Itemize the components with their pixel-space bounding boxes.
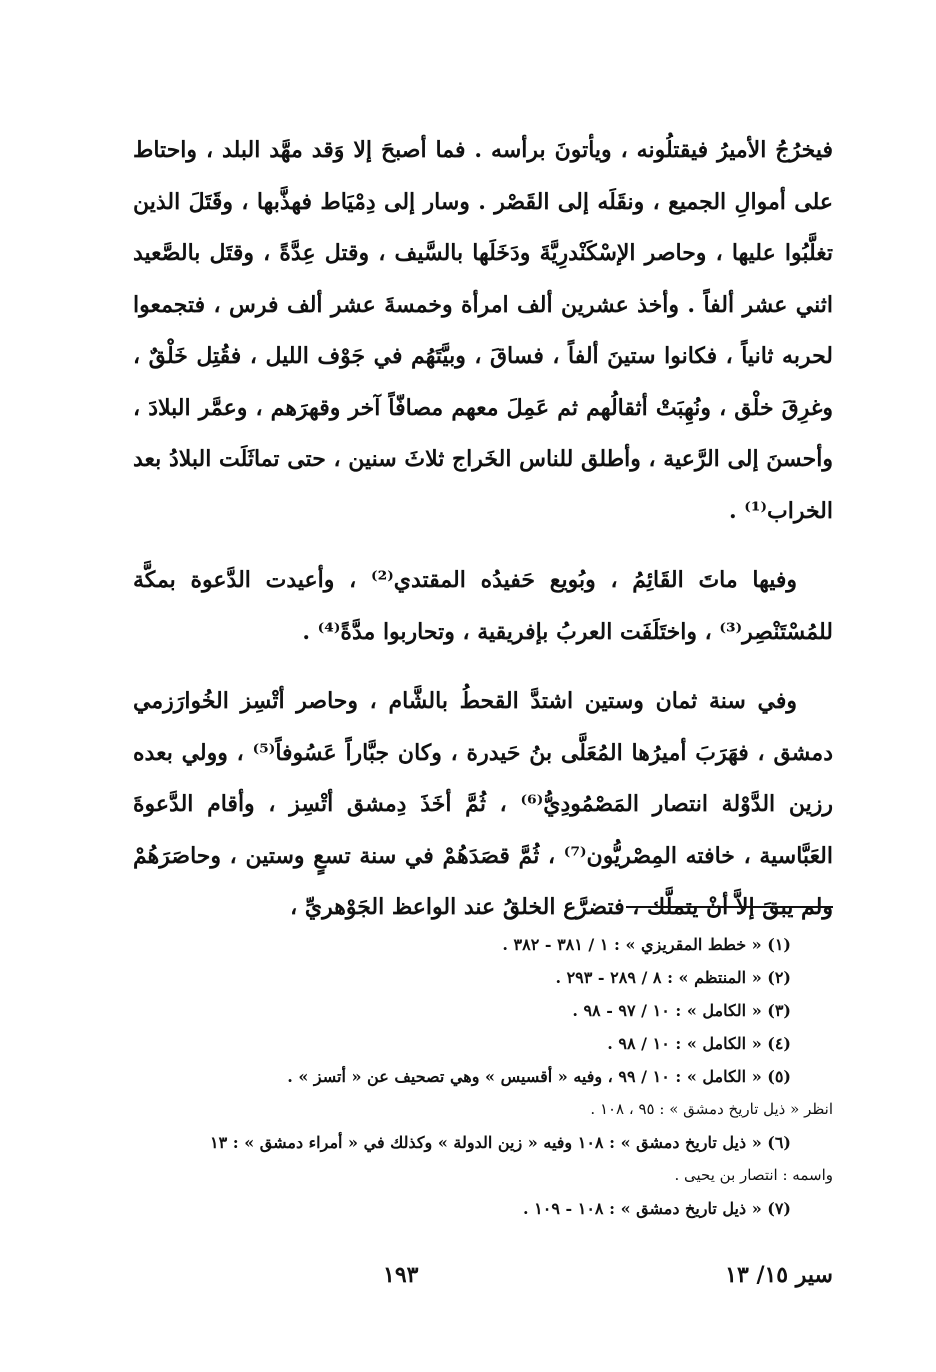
footnote: (٥) « الكامل » : ١٠ / ٩٩ ، وفيه « أقسيس » وهي تصحيف عن « أتسز » . <box>287 1067 791 1086</box>
footnote: (٦) « ذيل تاريخ دمشق » : ١٠٨ وفيه « زين الدولة » وكذلك في « أمراء دمشق » : ١٣ <box>209 1133 791 1152</box>
footnote: (٧) « ذيل تاريخ دمشق » : ١٠٨ - ١٠٩ . <box>523 1199 791 1218</box>
footnote-continuation: واسمه : انتصار بن يحيى . <box>674 1166 833 1184</box>
footnote: (٤) « الكامل » : ١٠ / ٩٨ . <box>607 1034 791 1053</box>
footnotes <box>133 928 833 1225</box>
footnote-continuation: انظر « ذيل تاريخ دمشق » : ٩٥ ، ١٠٨ . <box>590 1100 833 1118</box>
footnote: (١) « خطط المقريزي » : ١ / ٣٨١ - ٣٨٢ . <box>502 935 791 954</box>
page-number: ١٩٣ <box>383 1262 419 1288</box>
paragraph: وفيها ماتَ القَائِمُ ، وبُويع حَفيدُه المقتدي⁽²⁾ ، وأعيدت الدَّعوة بمكَّة للمُسْتَنْصِر⁽³⁾ ، واختَلَفَت العربُ بإفريقية ، وتحاربوا مدَّةً⁽⁴⁾ . <box>133 567 833 645</box>
signature-mark: سير ١٥/ ١٣ <box>725 1262 833 1288</box>
page-footer <box>133 1262 833 1302</box>
footnote-separator <box>626 906 833 908</box>
footnote: (٣) « الكامل » : ١٠ / ٩٧ - ٩٨ . <box>572 1001 791 1020</box>
main-text <box>133 125 833 934</box>
paragraph: وفي سنة ثمان وستين اشتدَّ القحطُ بالشَّام ، وحاصر أتْسِز الخُوارَزمي دمشق ، فهَرَبَ أميرُها المُعَلَّى بنُ حَيدرة ، وكان جبَّاراً عَسُوفاً⁽⁵⁾ ، وولي بعده رزين الدَّوْلة انتصار المَصْمُودِيُّ⁽⁶⁾ ، ثُمَّ أخَذَ دِمشق أتْسِز ، وأقام الدَّعوةَ العَبَّاسية ، خافته المِصْريُّون⁽⁷⁾ ، ثُمَّ قصَدَهُمْ في سنة تسعٍ وستين ، وحاصَرَهُمْ ولم يبقَ إلاَّ أنْ يتملَّك ، فتضرَّع الخلقُ عند الواعظ الجَوْهريِّ ، <box>133 688 834 920</box>
footnote: (٢) « المنتظم » : ٨ / ٢٨٩ - ٢٩٣ . <box>555 968 791 987</box>
paragraph: فيخرُجُ الأميرُ فيقتلُونه ، ويأتونَ برأسه . فما أصبحَ إلا وَقد مهَّد البلد ، واحتاط على أموالِ الجميع ، ونقَلَه إلى القَصْر . وسار إلى دِمْيَاط فهذَّبها ، وقَتَلَ الذين تغلَّبُوا عليها ، وحاصر الإسْكَنْدرِيَّةَ ودَخَلَها بالسَّيف ، وقتل عِدَّةً ، وقتَل بالصَّعيد اثني عشر ألفاً . وأخذ عشرين ألف امرأة وخمسةَ عشر ألف فرس ، فتجمعوا لحربه ثانياً ، فكانوا ستينَ ألفاً ، فساقَ ، وبيَّتَهُم في جَوْف الليل ، فقُتِل خَلْقٌ ، وغرِقَ خلْق ، ونُهِبَتْ أثقالُهم ثم عَمِلَ معهم مصافّاً آخر وقهرَهم ، وعمَّر البلادَ ، وأحسنَ إلى الرَّعية ، وأطلق للناس الخَراج ثلاثَ سنين ، حتى تماثَلَت البلادُ بعد الخراب⁽¹⁾ . <box>133 137 833 524</box>
